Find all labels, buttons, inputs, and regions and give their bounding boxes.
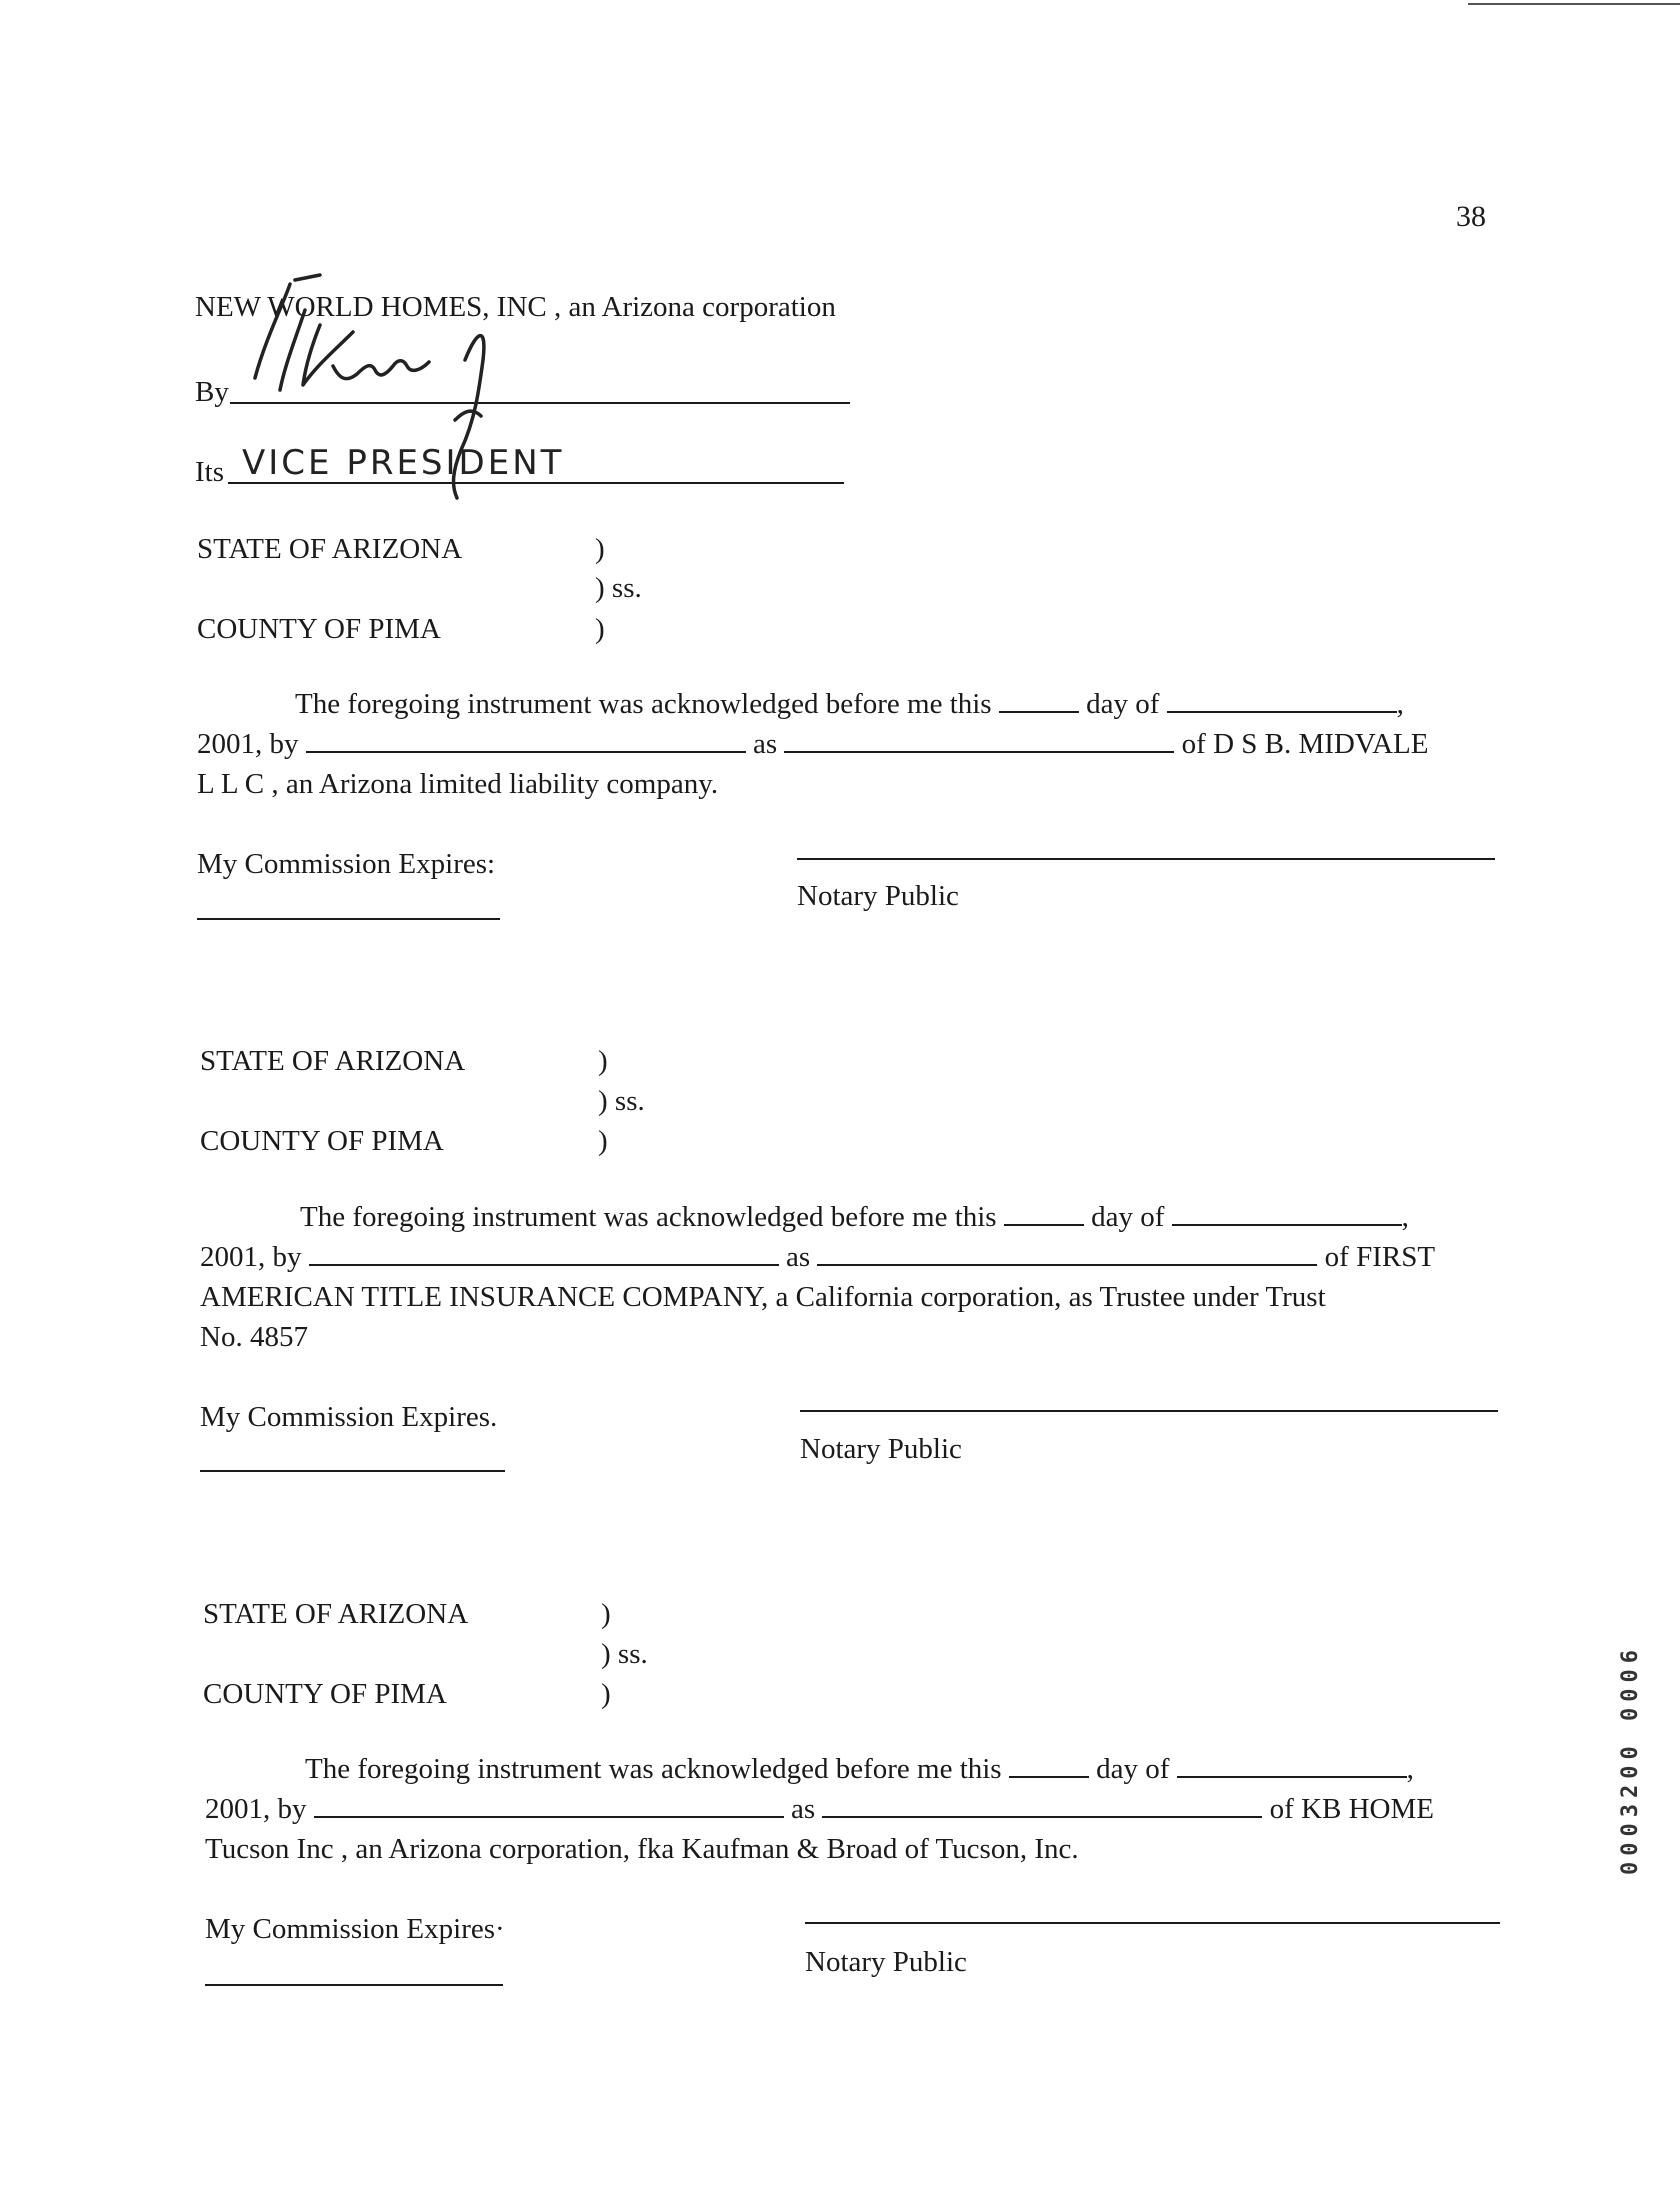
day-of-label: day of <box>1096 1753 1170 1785</box>
year-by-label: 2001, by <box>205 1793 307 1825</box>
handwritten-signature <box>225 270 665 530</box>
ack-line2-1 <box>197 730 1428 759</box>
page-number: 38 <box>1456 200 1486 233</box>
as-label: as <box>786 1241 811 1273</box>
paren-2a: ) <box>598 1045 608 1077</box>
paren-3b: ) <box>601 1678 611 1710</box>
commission-label-1: My Commission Expires: <box>197 848 496 880</box>
entity-start: of KB HOME <box>1269 1793 1435 1825</box>
scan-edge-line <box>1468 3 1680 5</box>
notary-signature-line-3 <box>805 1922 1500 1924</box>
commission-label-2: My Commission Expires. <box>200 1401 498 1433</box>
ss-2: ) ss. <box>598 1085 645 1117</box>
month-blank <box>1167 710 1397 713</box>
ack-line2-2 <box>200 1243 1435 1272</box>
day-blank <box>1009 1775 1089 1778</box>
title-blank <box>817 1263 1317 1266</box>
title-blank <box>822 1815 1262 1818</box>
commission-line-1 <box>197 918 500 920</box>
ack-line3-1: L L C , an Arizona limited liability company. <box>197 768 719 800</box>
day-of-label: day of <box>1091 1201 1165 1233</box>
county-label-2: COUNTY OF PIMA <box>200 1125 444 1157</box>
ack-text-start: The foregoing instrument was acknowledged before me this <box>295 688 992 720</box>
its-label: Its <box>195 456 224 488</box>
name-blank <box>306 750 746 753</box>
ack-line3-3: Tucson Inc , an Arizona corporation, fka Kaufman & Broad of Tucson, Inc. <box>205 1833 1079 1865</box>
commission-line-2 <box>200 1470 505 1472</box>
ack-line1-2: The foregoing instrument was acknowledged before me this day of , <box>300 1201 1409 1233</box>
notary-label-2: Notary Public <box>800 1433 962 1465</box>
ack-line1-3: The foregoing instrument was acknowledged before me this day of , <box>305 1753 1414 1785</box>
notary-signature-line-1 <box>797 858 1495 860</box>
notary-label-3: Notary Public <box>805 1946 967 1978</box>
state-label-1: STATE OF ARIZONA <box>197 533 463 565</box>
day-blank <box>999 710 1079 713</box>
name-blank <box>314 1815 784 1818</box>
ack-text-start: The foregoing instrument was acknowledged before me this <box>300 1201 997 1233</box>
title-blank <box>784 750 1174 753</box>
commission-line-3 <box>205 1984 503 1986</box>
side-bates-stamp: 0003200 0006 <box>1618 1644 1643 1876</box>
commission-label-3: My Commission Expires· <box>205 1913 505 1945</box>
by-label: By <box>195 376 229 408</box>
state-label-3: STATE OF ARIZONA <box>203 1598 469 1630</box>
notary-label-1: Notary Public <box>797 880 959 912</box>
county-label-3: COUNTY OF PIMA <box>203 1678 447 1710</box>
entity-start: of FIRST <box>1324 1241 1436 1273</box>
entity-start: of D S B. MIDVALE <box>1181 728 1429 760</box>
company-name: NEW WORLD HOMES, INC , an Arizona corporation <box>195 291 836 323</box>
day-blank <box>1004 1223 1084 1226</box>
year-by-label: 2001, by <box>200 1241 302 1273</box>
as-label: as <box>791 1793 816 1825</box>
paren-1b: ) <box>595 613 605 645</box>
ack-text-start: The foregoing instrument was acknowledged before me this <box>305 1753 1002 1785</box>
ack-line2-3 <box>205 1795 1434 1824</box>
month-blank <box>1172 1223 1402 1226</box>
paren-1a: ) <box>595 533 605 565</box>
ack-line3-2: AMERICAN TITLE INSURANCE COMPANY, a California corporation, as Trustee under Trust <box>200 1281 1326 1313</box>
day-of-label: day of <box>1086 688 1160 720</box>
year-by-label: 2001, by <box>197 728 299 760</box>
ss-1: ) ss. <box>595 572 642 604</box>
paren-3a: ) <box>601 1598 611 1630</box>
state-label-2: STATE OF ARIZONA <box>200 1045 466 1077</box>
ack-line4-2: No. 4857 <box>200 1321 308 1353</box>
paren-2b: ) <box>598 1125 608 1157</box>
month-blank <box>1177 1775 1407 1778</box>
ack-line1-1: The foregoing instrument was acknowledged before me this day of , <box>295 688 1404 720</box>
ss-3: ) ss. <box>601 1638 648 1670</box>
county-label-1: COUNTY OF PIMA <box>197 613 441 645</box>
name-blank <box>309 1263 779 1266</box>
as-label: as <box>753 728 778 760</box>
notary-signature-line-2 <box>800 1410 1498 1412</box>
its-value-handwritten: VICE PRESIDENT <box>242 443 565 483</box>
